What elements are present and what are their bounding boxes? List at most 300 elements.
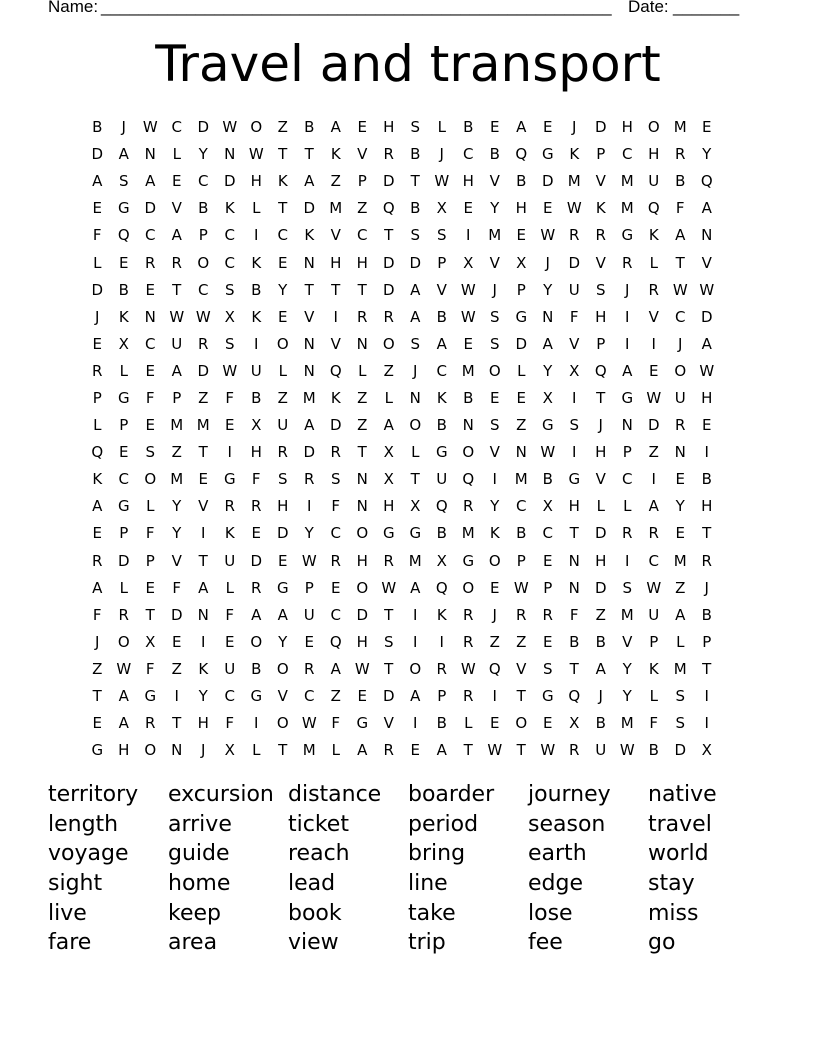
grid-cell: E [463, 334, 473, 353]
grid-cell: O [117, 632, 130, 651]
grid-cell: A [542, 334, 553, 353]
grid-cell: H [330, 253, 342, 272]
grid-cell: R [330, 551, 341, 570]
grid-cell: F [92, 605, 102, 624]
grid-cell: E [119, 253, 129, 272]
grid-cell: F [172, 578, 182, 597]
grid-cell: W [434, 172, 450, 191]
grid-cell: W [540, 741, 556, 760]
grid-cell: I [254, 334, 259, 353]
grid-cell: R [145, 253, 156, 272]
grid-cell: K [489, 524, 500, 543]
grid-cell: P [702, 632, 712, 651]
word-list-item: book [288, 900, 342, 926]
grid-cell: T [278, 145, 288, 164]
grid-cell: E [145, 416, 155, 435]
word-list-item: earth [528, 841, 587, 867]
grid-row [84, 439, 740, 466]
word-list-item: fee [528, 930, 563, 956]
grid-cell: W [566, 199, 582, 218]
word-list-item: length [48, 811, 119, 837]
grid-cell: E [278, 253, 288, 272]
grid-cell: C [224, 226, 235, 245]
grid-cell: A [436, 741, 447, 760]
grid-cell: E [490, 714, 500, 733]
grid-cell: O [674, 361, 687, 380]
grid-cell: M [673, 659, 687, 678]
grid-cell: K [251, 307, 262, 326]
grid-cell: W [540, 443, 556, 462]
grid-cell: W [195, 307, 211, 326]
grid-cell: S [489, 307, 500, 326]
date-label: Date: [628, 0, 669, 16]
grid-cell: R [251, 578, 262, 597]
grid-cell: V [569, 334, 580, 353]
grid-cell: W [460, 307, 476, 326]
grid-row [84, 493, 740, 520]
grid-cell: N [462, 416, 474, 435]
grid-cell: H [197, 714, 209, 733]
grid-cell: E [543, 199, 553, 218]
grid-cell: Y [543, 280, 553, 299]
grid-cell: I [492, 470, 497, 489]
grid-cell: I [704, 714, 709, 733]
grid-cell: R [701, 551, 712, 570]
grid-cell: X [542, 388, 553, 407]
grid-row [84, 277, 740, 304]
grid-cell: F [145, 388, 155, 407]
grid-cell: E [172, 632, 182, 651]
grid-cell: T [384, 226, 394, 245]
grid-cell: B [304, 118, 315, 137]
word-list-item: sight [48, 871, 103, 897]
grid-cell: D [356, 605, 369, 624]
grid-row [84, 575, 740, 602]
grid-cell: G [91, 741, 104, 760]
grid-cell: R [383, 741, 394, 760]
grid-cell: S [595, 280, 606, 299]
grid-cell: B [436, 307, 447, 326]
grid-cell: N [144, 145, 156, 164]
grid-cell: U [648, 172, 660, 191]
grid-cell: T [198, 551, 208, 570]
grid-cell: J [439, 145, 444, 164]
grid-cell: E [543, 714, 553, 733]
grid-cell: G [541, 687, 554, 706]
grid-cell: L [278, 361, 287, 380]
word-list-item: world [648, 841, 709, 867]
grid-cell: F [569, 307, 579, 326]
grid-cell: D [276, 524, 289, 543]
grid-cell: H [701, 497, 713, 516]
grid-cell: Q [568, 687, 581, 706]
grid-cell: W [540, 226, 556, 245]
grid-cell: D [303, 199, 316, 218]
grid-cell: M [170, 470, 184, 489]
grid-cell: T [516, 687, 526, 706]
grid-cell: G [117, 497, 130, 516]
grid-cell: H [595, 307, 607, 326]
grid-cell: H [568, 497, 580, 516]
grid-cell: K [330, 388, 341, 407]
grid-row [84, 304, 740, 331]
grid-row [84, 168, 740, 195]
grid-cell: O [144, 470, 157, 489]
grid-cell: P [622, 443, 632, 462]
grid-cell: D [144, 199, 157, 218]
grid-cell: O [647, 118, 660, 137]
grid-cell: W [222, 361, 238, 380]
grid-cell: C [118, 470, 129, 489]
grid-cell: D [197, 361, 210, 380]
grid-cell: Z [357, 199, 368, 218]
grid-cell: E [516, 388, 526, 407]
grid-cell: C [436, 361, 447, 380]
grid-cell: S [145, 443, 156, 462]
grid-cell: R [304, 659, 315, 678]
grid-cell: I [333, 307, 338, 326]
grid-cell: Y [172, 524, 182, 543]
word-list-item: travel [648, 811, 712, 837]
grid-cell: C [224, 253, 235, 272]
word-list-item: guide [168, 841, 230, 867]
grid-cell: H [621, 118, 633, 137]
grid-cell: E [145, 280, 155, 299]
grid-cell: B [436, 714, 447, 733]
grid-row [84, 520, 740, 547]
grid-cell: S [675, 714, 686, 733]
grid-cell: Q [117, 226, 130, 245]
word-list-item: take [408, 900, 456, 926]
grid-cell: I [413, 632, 418, 651]
grid-cell: A [357, 741, 368, 760]
grid-cell: G [356, 714, 369, 733]
grid-cell: X [436, 199, 447, 218]
grid-cell: P [437, 253, 447, 272]
grid-cell: G [382, 524, 395, 543]
grid-cell: P [304, 578, 314, 597]
grid-cell: I [704, 443, 709, 462]
grid-cell: D [117, 551, 130, 570]
grid-cell: I [307, 497, 312, 516]
grid-cell: Y [198, 145, 208, 164]
grid-cell: A [118, 145, 129, 164]
grid-cell: W [699, 361, 715, 380]
grid-cell: J [572, 118, 577, 137]
grid-cell: H [356, 253, 368, 272]
grid-cell: E [331, 578, 341, 597]
grid-cell: F [225, 714, 235, 733]
grid-cell: I [201, 524, 206, 543]
grid-cell: R [171, 253, 182, 272]
grid-cell: R [648, 280, 659, 299]
grid-cell: I [651, 470, 656, 489]
grid-cell: G [276, 578, 289, 597]
grid-cell: Z [198, 388, 209, 407]
grid-cell: D [541, 172, 554, 191]
grid-cell: V [383, 714, 394, 733]
grid-cell: N [568, 578, 580, 597]
grid-cell: K [330, 145, 341, 164]
grid-cell: C [463, 145, 474, 164]
grid-cell: C [648, 551, 659, 570]
grid-cell: Z [489, 632, 500, 651]
grid-cell: B [569, 632, 580, 651]
grid-cell: I [413, 714, 418, 733]
grid-cell: M [620, 172, 634, 191]
grid-cell: Y [675, 497, 685, 516]
word-list-item: keep [168, 900, 221, 926]
grid-cell: R [436, 659, 447, 678]
word-list-item: native [648, 782, 717, 807]
grid-cell: E [490, 388, 500, 407]
grid-cell: E [145, 361, 155, 380]
grid-cell: W [646, 578, 662, 597]
grid-cell: N [303, 361, 315, 380]
grid-cell: J [95, 307, 100, 326]
grid-cell: B [542, 470, 553, 489]
grid-cell: J [704, 578, 709, 597]
grid-cell: S [622, 578, 633, 597]
grid-cell: M [620, 199, 634, 218]
word-list-item: season [528, 811, 606, 837]
grid-cell: I [651, 334, 656, 353]
grid-cell: N [674, 443, 686, 462]
grid-cell: Q [488, 659, 501, 678]
grid-cell: I [492, 687, 497, 706]
grid-cell: G [409, 524, 422, 543]
grid-cell: U [171, 334, 183, 353]
grid-cell: T [596, 388, 606, 407]
grid-cell: M [302, 741, 316, 760]
grid-cell: R [145, 714, 156, 733]
grid-cell: X [383, 470, 394, 489]
grid-cell: C [171, 118, 182, 137]
grid-cell: O [276, 714, 289, 733]
grid-cell: J [95, 632, 100, 651]
grid-cell: Z [595, 605, 606, 624]
grid-row [84, 412, 740, 439]
grid-cell: L [676, 632, 685, 651]
word-list-item: period [408, 811, 479, 837]
grid-cell: P [649, 632, 659, 651]
grid-cell: F [675, 199, 685, 218]
grid-cell: H [701, 388, 713, 407]
grid-cell: V [304, 307, 315, 326]
grid-cell: B [251, 388, 262, 407]
grid-row [84, 222, 740, 249]
date-blank-line: _______ [673, 0, 740, 16]
grid-cell: T [410, 470, 420, 489]
grid-cell: X [251, 416, 262, 435]
grid-cell: W [354, 659, 370, 678]
grid-cell: A [118, 687, 129, 706]
grid-cell: K [569, 145, 580, 164]
grid-cell: D [594, 118, 607, 137]
grid-cell: F [649, 714, 659, 733]
grid-cell: D [170, 605, 183, 624]
grid-cell: T [331, 280, 341, 299]
grid-cell: D [674, 741, 687, 760]
grid-cell: T [702, 659, 712, 678]
grid-cell: U [303, 605, 315, 624]
grid-cell: X [516, 253, 527, 272]
grid-cell: V [489, 253, 500, 272]
grid-cell: J [413, 361, 418, 380]
grid-cell: T [278, 199, 288, 218]
grid-cell: D [329, 416, 342, 435]
grid-cell: V [489, 443, 500, 462]
grid-cell: B [436, 416, 447, 435]
grid-cell: B [118, 280, 129, 299]
grid-cell: T [675, 253, 685, 272]
grid-cell: B [516, 172, 527, 191]
grid-cell: F [331, 497, 341, 516]
grid-cell: R [622, 253, 633, 272]
grid-cell: A [92, 578, 103, 597]
grid-cell: R [224, 497, 235, 516]
grid-cell: R [92, 361, 103, 380]
grid-cell: J [201, 741, 206, 760]
grid-cell: E [543, 551, 553, 570]
grid-cell: U [674, 388, 686, 407]
grid-cell: U [436, 470, 448, 489]
word-list-item: live [48, 900, 87, 926]
word-list-item: voyage [48, 841, 129, 867]
grid-cell: T [516, 741, 526, 760]
grid-cell: W [301, 714, 317, 733]
grid-cell: P [516, 551, 526, 570]
grid-cell: Q [515, 145, 528, 164]
grid-cell: M [196, 416, 210, 435]
grid-cell: V [436, 280, 447, 299]
grid-cell: Y [622, 687, 632, 706]
grid-cell: Z [357, 388, 368, 407]
grid-cell: C [304, 687, 315, 706]
page-title: Travel and transport [155, 35, 661, 93]
grid-row [84, 195, 740, 222]
grid-cell: V [595, 172, 606, 191]
grid-cell: E [92, 334, 102, 353]
grid-cell: E [225, 416, 235, 435]
grid-cell: X [118, 334, 129, 353]
grid-cell: M [567, 172, 581, 191]
grid-cell: S [436, 226, 447, 245]
grid-cell: R [383, 145, 394, 164]
grid-cell: P [92, 388, 102, 407]
grid-cell: Y [278, 280, 288, 299]
grid-cell: O [488, 551, 501, 570]
word-list-item: arrive [168, 811, 232, 837]
grid-cell: E [490, 118, 500, 137]
grid-cell: A [410, 687, 421, 706]
grid-cell: V [357, 145, 368, 164]
grid-cell: R [251, 497, 262, 516]
grid-cell: Z [516, 632, 527, 651]
grid-cell: L [172, 145, 181, 164]
grid-cell: A [198, 578, 209, 597]
grid-cell: O [515, 714, 528, 733]
grid-cell: Z [330, 172, 341, 191]
grid-cell: J [492, 605, 497, 624]
grid-cell: V [595, 470, 606, 489]
grid-cell: G [117, 199, 130, 218]
word-list-item: home [168, 871, 231, 897]
grid-cell: V [277, 687, 288, 706]
grid-cell: V [516, 659, 527, 678]
grid-cell: B [251, 280, 262, 299]
grid-cell: R [277, 443, 288, 462]
grid-cell: J [545, 253, 550, 272]
grid-cell: S [489, 416, 500, 435]
grid-row [84, 710, 740, 737]
grid-cell: R [675, 416, 686, 435]
grid-cell: C [542, 524, 553, 543]
grid-cell: G [462, 551, 475, 570]
grid-cell: G [117, 388, 130, 407]
grid-cell: Y [622, 659, 632, 678]
grid-cell: A [595, 659, 606, 678]
grid-cell: J [121, 118, 126, 137]
word-list-item: journey [528, 782, 611, 807]
grid-cell: T [463, 741, 473, 760]
grid-cell: D [409, 253, 422, 272]
grid-cell: R [463, 687, 474, 706]
grid-cell: N [515, 443, 527, 462]
grid-cell: D [594, 578, 607, 597]
grid-cell: J [625, 280, 630, 299]
grid-cell: K [224, 524, 235, 543]
grid-cell: I [572, 388, 577, 407]
grid-cell: H [356, 632, 368, 651]
grid-cell: H [383, 118, 395, 137]
grid-cell: H [356, 551, 368, 570]
grid-cell: O [409, 659, 422, 678]
grid-cell: G [250, 687, 263, 706]
grid-cell: V [489, 172, 500, 191]
grid-cell: U [224, 659, 236, 678]
grid-cell: T [357, 443, 367, 462]
grid-cell: Z [171, 443, 182, 462]
grid-cell: W [142, 118, 158, 137]
grid-cell: E [702, 416, 712, 435]
grid-cell: R [92, 551, 103, 570]
grid-cell: X [569, 714, 580, 733]
grid-cell: U [250, 361, 262, 380]
grid-row [84, 656, 740, 683]
grid-cell: K [648, 659, 659, 678]
grid-cell: E [225, 632, 235, 651]
grid-cell: C [622, 470, 633, 489]
grid-cell: S [489, 334, 500, 353]
grid-cell: B [198, 199, 209, 218]
grid-cell: Z [330, 687, 341, 706]
grid-cell: L [225, 578, 234, 597]
grid-cell: S [277, 470, 288, 489]
grid-row [84, 141, 740, 168]
grid-cell: S [224, 334, 235, 353]
grid-cell: Y [198, 687, 208, 706]
grid-cell: O [462, 578, 475, 597]
grid-cell: E [198, 470, 208, 489]
grid-cell: T [569, 524, 579, 543]
grid-cell: F [569, 605, 579, 624]
grid-cell: B [92, 118, 103, 137]
grid-cell: R [463, 497, 474, 516]
grid-cell: W [381, 578, 397, 597]
grid-cell: K [92, 470, 103, 489]
grid-cell: G [144, 687, 157, 706]
